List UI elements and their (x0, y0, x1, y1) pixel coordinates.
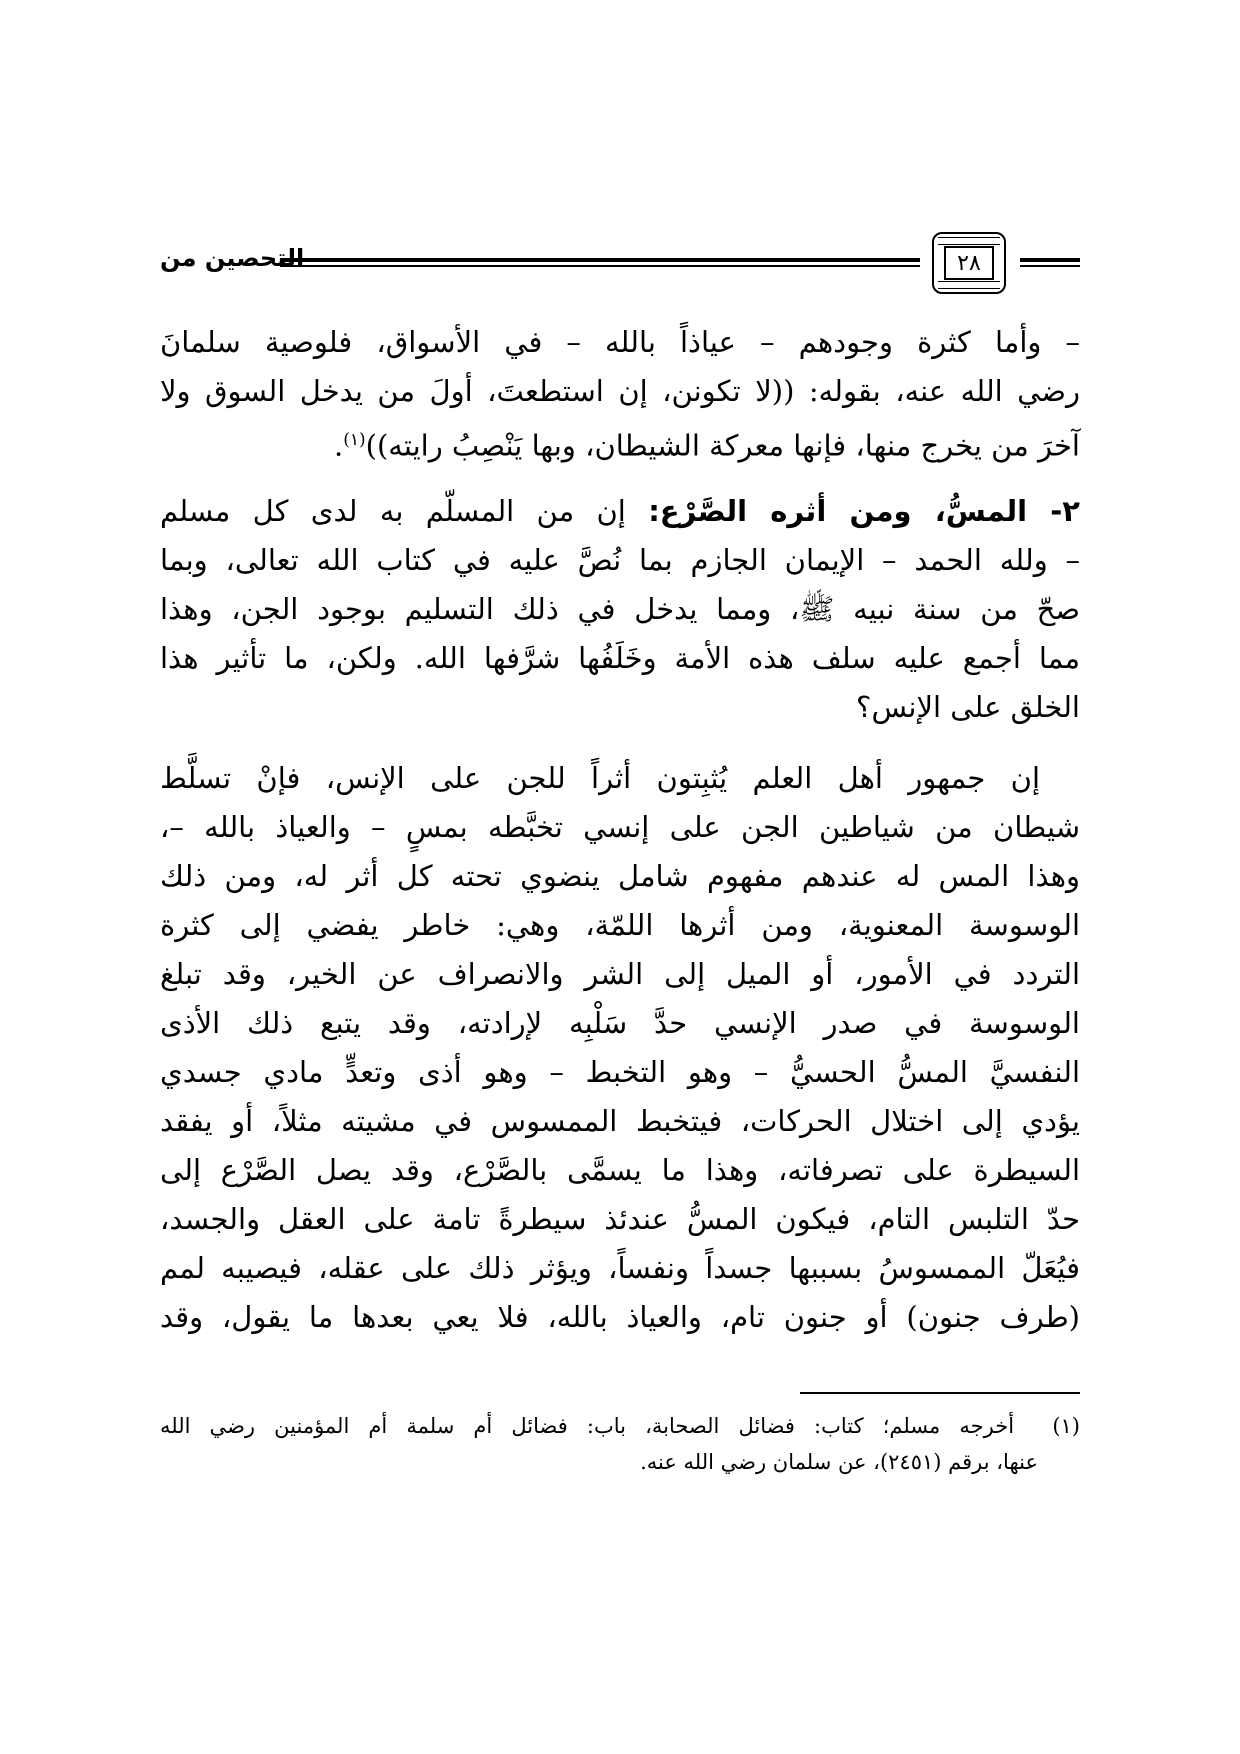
text-line: يؤدي إلى اختلال الحركات، فيتخبط الممسوس في مشيته مثلاً، أو يفقد (160, 1104, 1080, 1138)
text-line: الوسوسة المعنوية، ومن أثرها اللمّة، وهي: خاطر يفضي إلى كثرة (160, 908, 1080, 942)
paragraph-3 (160, 754, 1080, 1342)
body-text (160, 318, 1080, 1364)
text-line: فيُعَلّ الممسوسُ بسببها جسداً ونفساً، ويؤثر ذلك على عقله، فيصيبه لمم (160, 1251, 1080, 1285)
text-line: حدّ التلبس التام، فيكون المسُّ عندئذ سيطرةً تامة على العقل والجسد، (160, 1202, 1080, 1236)
text-line-content: آخرَ من يخرج منها، فإنها معركة الشيطان، وبها يَنْصِبُ رايته)) (365, 428, 1080, 463)
ornament-border-icon (938, 281, 1000, 289)
sentence-end: . (334, 428, 344, 463)
footnote-line (160, 1408, 1080, 1444)
header-double-rule (280, 258, 920, 267)
paragraph-1 (160, 318, 1080, 465)
text-line: – وأما كثرة وجودهم – عياذاً بالله – في الأسواق، فلوصية سلمانَ (160, 325, 1080, 359)
page-number: ٢٨ (944, 246, 994, 280)
text-line: وهذا المس له عندهم مفهوم شامل ينضوي تحته كل أثر له، ومن ذلك (160, 859, 1080, 893)
footnote-line: عنها، برقم (٢٤٥١)، عن سلمان رضي الله عنه. (640, 1450, 1038, 1474)
text-line: السيطرة على تصرفاته، وهذا ما يسمَّى بالصَّرْع، وقد يصل الصَّرْع إلى (160, 1153, 1081, 1187)
text-line-content: إن من المسلّم به لدى كل مسلم (160, 494, 649, 528)
footnote (160, 1408, 1080, 1480)
header-double-rule-short (1020, 258, 1080, 267)
text-line: إن جمهور أهل العلم يُثبِتون أثراً للجن على الإنس، فإنْ تسلَّط (160, 761, 1040, 795)
text-line (160, 416, 1080, 465)
footnote-reference[interactable]: (١) (343, 430, 366, 450)
text-line: الوسوسة في صدر الإنسي حدَّ سَلْبِه لإرادته، وقد يتبع ذلك الأذى (160, 1006, 1080, 1040)
section-heading: ٢- المسُّ، ومن أثره الصَّرْع: (648, 494, 1080, 528)
text-line: رضي الله عنه، بقوله: ((لا تكونن، إن استطعتَ، أولَ من يدخل السوق ولا (160, 374, 1080, 408)
ornament-border-icon (938, 237, 1000, 245)
text-line: (طرف جنون) أو جنون تام، والعياذ بالله، فلا يعي بعدها ما يقول، وقد (160, 1300, 1080, 1334)
text-line: صحّ من سنة نبيه ﷺ، ومما يدخل في ذلك التسليم بوجود الجن، وهذا (160, 592, 1080, 626)
page-number-ornament (932, 232, 1006, 294)
text-line: – ولله الحمد – الإيمان الجازم بما نُصَّ عليه في كتاب الله تعالى، وبما (160, 543, 1080, 577)
footnote-separator (800, 1392, 1080, 1394)
footnote-text: أخرجه مسلم؛ كتاب: فضائل الصحابة، باب: فضائل أم سلمة أم المؤمنين رضي الله (160, 1414, 1015, 1438)
text-line: الخلق على الإنس؟ (856, 690, 1080, 724)
text-line: التردد في الأمور، أو الميل إلى الشر والانصراف عن الخير، وقد تبلغ (160, 957, 1080, 991)
running-title: التحصين من (160, 244, 305, 272)
text-line: مما أجمع عليه سلف هذه الأمة وخَلَفُها شرَّفها الله. ولكن، ما تأثير هذا (160, 641, 1080, 675)
text-line: شيطان من شياطين الجن على إنسي تخبَّطه بمسٍ – والعياذ بالله –، (160, 810, 1080, 844)
text-line (160, 487, 1080, 536)
text-line: النفسيَّ المسُّ الحسيُّ – وهو التخبط – وهو أذى وتعدٍّ مادي جسدي (160, 1055, 1080, 1089)
footnote-marker: (١) (1052, 1414, 1080, 1438)
page-header (160, 232, 1080, 292)
paragraph-2 (160, 487, 1080, 732)
